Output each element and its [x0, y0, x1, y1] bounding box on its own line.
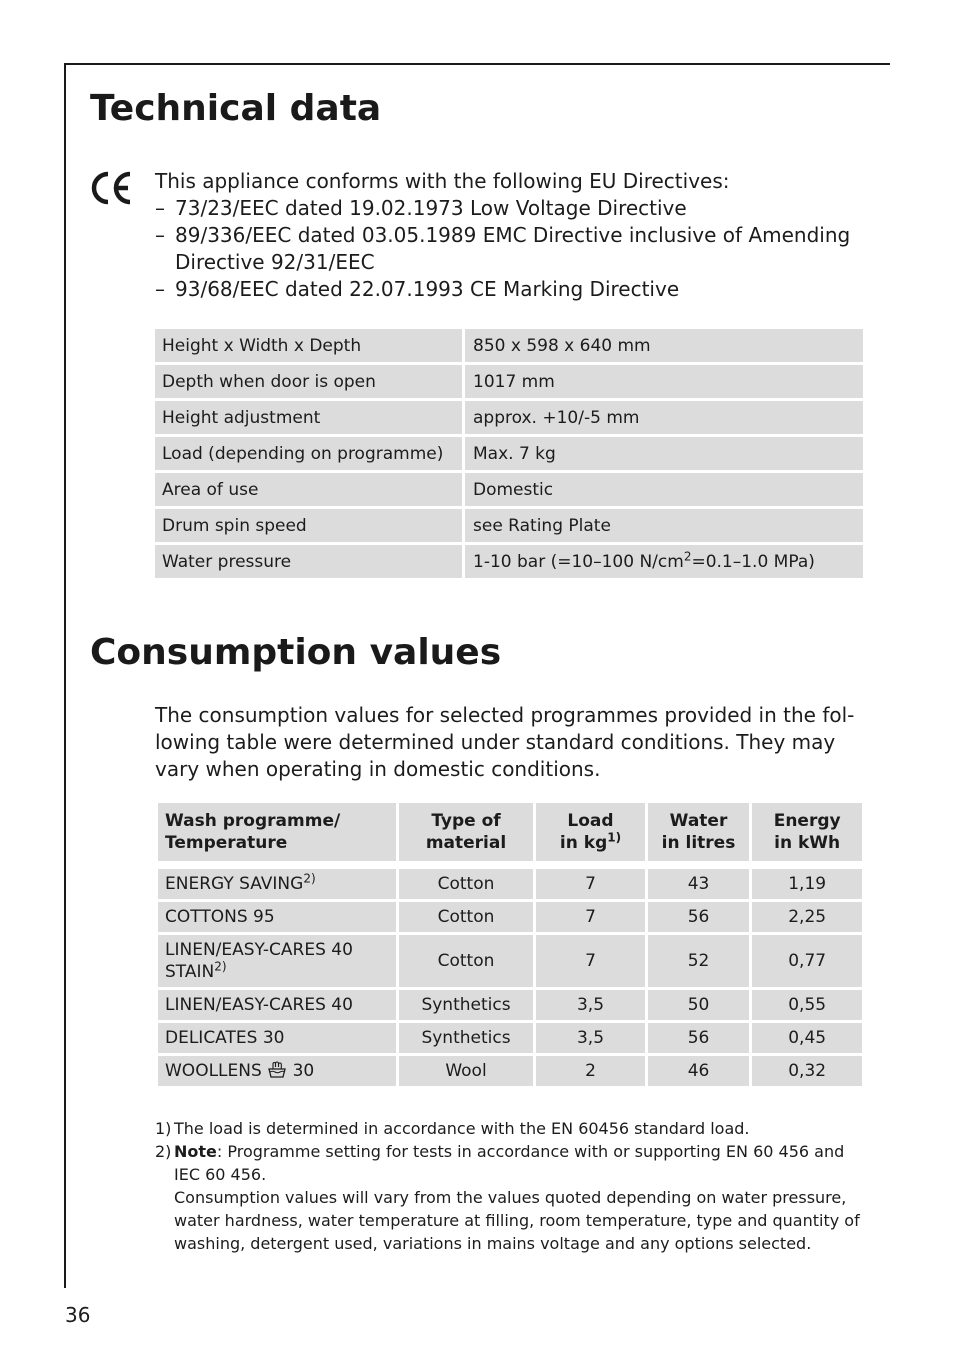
table-row	[157, 901, 864, 934]
spec-label: Area of use	[155, 473, 465, 506]
programme-cell: LINEN/EASY-CARES 40 STAIN$^{2)}$	[157, 934, 398, 989]
page-frame-top-rule	[64, 63, 890, 65]
table-row	[157, 1055, 864, 1088]
load-cell: 7	[535, 868, 646, 901]
technical-data-heading: Technical data	[90, 88, 382, 129]
spec-value: approx. +10/-5 mm	[465, 401, 863, 434]
spec-label: Load (depending on programme)	[155, 437, 465, 470]
table-row	[157, 868, 864, 901]
spec-row	[155, 437, 863, 470]
spec-value: Domestic	[465, 473, 863, 506]
eu-directives	[155, 168, 875, 303]
spec-label: Height x Width x Depth	[155, 329, 465, 362]
water-cell: 52	[646, 934, 751, 989]
table-row	[157, 989, 864, 1022]
technical-specs-table	[155, 326, 863, 581]
energy-cell: 0,55	[751, 989, 864, 1022]
page-frame-left-rule	[64, 63, 66, 1288]
material-cell: Cotton	[397, 901, 535, 934]
spec-row	[155, 545, 863, 578]
energy-cell: 2,25	[751, 901, 864, 934]
spec-value: 1017 mm	[465, 365, 863, 398]
spec-row	[155, 365, 863, 398]
programme-cell: ENERGY SAVING$^{2)}$	[157, 868, 398, 901]
table-header-row	[157, 802, 864, 863]
energy-cell: 0,32	[751, 1055, 864, 1088]
table-row	[157, 1022, 864, 1055]
consumption-values-heading: Consumption values	[90, 632, 502, 673]
water-cell: 56	[646, 1022, 751, 1055]
directive-item: – 93/68/EEC dated 22.07.1993 CE Marking Directive	[155, 277, 680, 301]
load-cell: 3,5	[535, 1022, 646, 1055]
column-header-material: Type of material	[397, 802, 535, 863]
column-header-load: Load in $kg^{1)}$	[535, 802, 646, 863]
energy-cell: 1,19	[751, 868, 864, 901]
spec-label: Depth when door is open	[155, 365, 465, 398]
footnote-2: 2) Note: Programme setting for tests in accordance with or supporting EN 60 456 and IEC 60 456. Consumption values will vary from the values quoted depending on water pressure, water hardness, water temperature at filling, room temperature, type and quantity of washing, detergent used, variations in mains voltage and any options selected.	[155, 1142, 860, 1253]
spec-value: see Rating Plate	[465, 509, 863, 542]
water-cell: 46	[646, 1055, 751, 1088]
spec-label: Height adjustment	[155, 401, 465, 434]
programme-cell: COTTONS 95	[157, 901, 398, 934]
water-cell: 43	[646, 868, 751, 901]
material-cell: Synthetics	[397, 1022, 535, 1055]
spec-value: 1-10 bar (=10–100 $N/cm^2=0.1-1.0$ MPa)	[465, 545, 863, 578]
load-cell: 3,5	[535, 989, 646, 1022]
column-header-programme: Wash programme/ Temperature	[157, 802, 398, 863]
directive-item-continuation: Directive 92/31/EEC	[175, 250, 375, 274]
directive-item: – 89/336/EEC dated 03.05.1989 EMC Directive inclusive of Amending	[155, 223, 851, 247]
consumption-table	[155, 800, 865, 1089]
programme-cell: DELICATES 30	[157, 1022, 398, 1055]
spec-value: Max. 7 kg	[465, 437, 863, 470]
handwash-icon	[267, 1061, 287, 1079]
material-cell: Cotton	[397, 934, 535, 989]
spec-row	[155, 509, 863, 542]
column-header-water: Water in litres	[646, 802, 751, 863]
energy-cell: 0,77	[751, 934, 864, 989]
material-cell: Wool	[397, 1055, 535, 1088]
footnotes	[155, 1117, 870, 1255]
spec-row	[155, 473, 863, 506]
water-cell: 56	[646, 901, 751, 934]
energy-cell: 0,45	[751, 1022, 864, 1055]
spec-value: 850 x 598 x 640 mm	[465, 329, 863, 362]
directives-intro: This appliance conforms with the following EU Directives:	[155, 169, 730, 193]
programme-cell: LINEN/EASY-CARES 40	[157, 989, 398, 1022]
spec-label: Drum spin speed	[155, 509, 465, 542]
directive-item: – 73/23/EEC dated 19.02.1973 Low Voltage Directive	[155, 196, 687, 220]
page-number: 36	[65, 1303, 91, 1327]
material-cell: Synthetics	[397, 989, 535, 1022]
table-row	[157, 934, 864, 989]
load-cell: 2	[535, 1055, 646, 1088]
spec-row	[155, 401, 863, 434]
material-cell: Cotton	[397, 868, 535, 901]
programme-cell: WOOLLENS 30	[157, 1055, 398, 1088]
load-cell: 7	[535, 901, 646, 934]
load-cell: 7	[535, 934, 646, 989]
water-cell: 50	[646, 989, 751, 1022]
ce-mark-icon	[90, 168, 134, 208]
spec-row	[155, 329, 863, 362]
footnote-1: 1) The load is determined in accordance with the EN 60456 standard load.	[155, 1119, 750, 1138]
column-header-energy: Energy in kWh	[751, 802, 864, 863]
spec-label: Water pressure	[155, 545, 465, 578]
consumption-intro: The consumption values for selected programmes provided in the fol-lowing table were determined under standard conditions. They may vary when operating in domestic conditions.	[155, 703, 855, 781]
